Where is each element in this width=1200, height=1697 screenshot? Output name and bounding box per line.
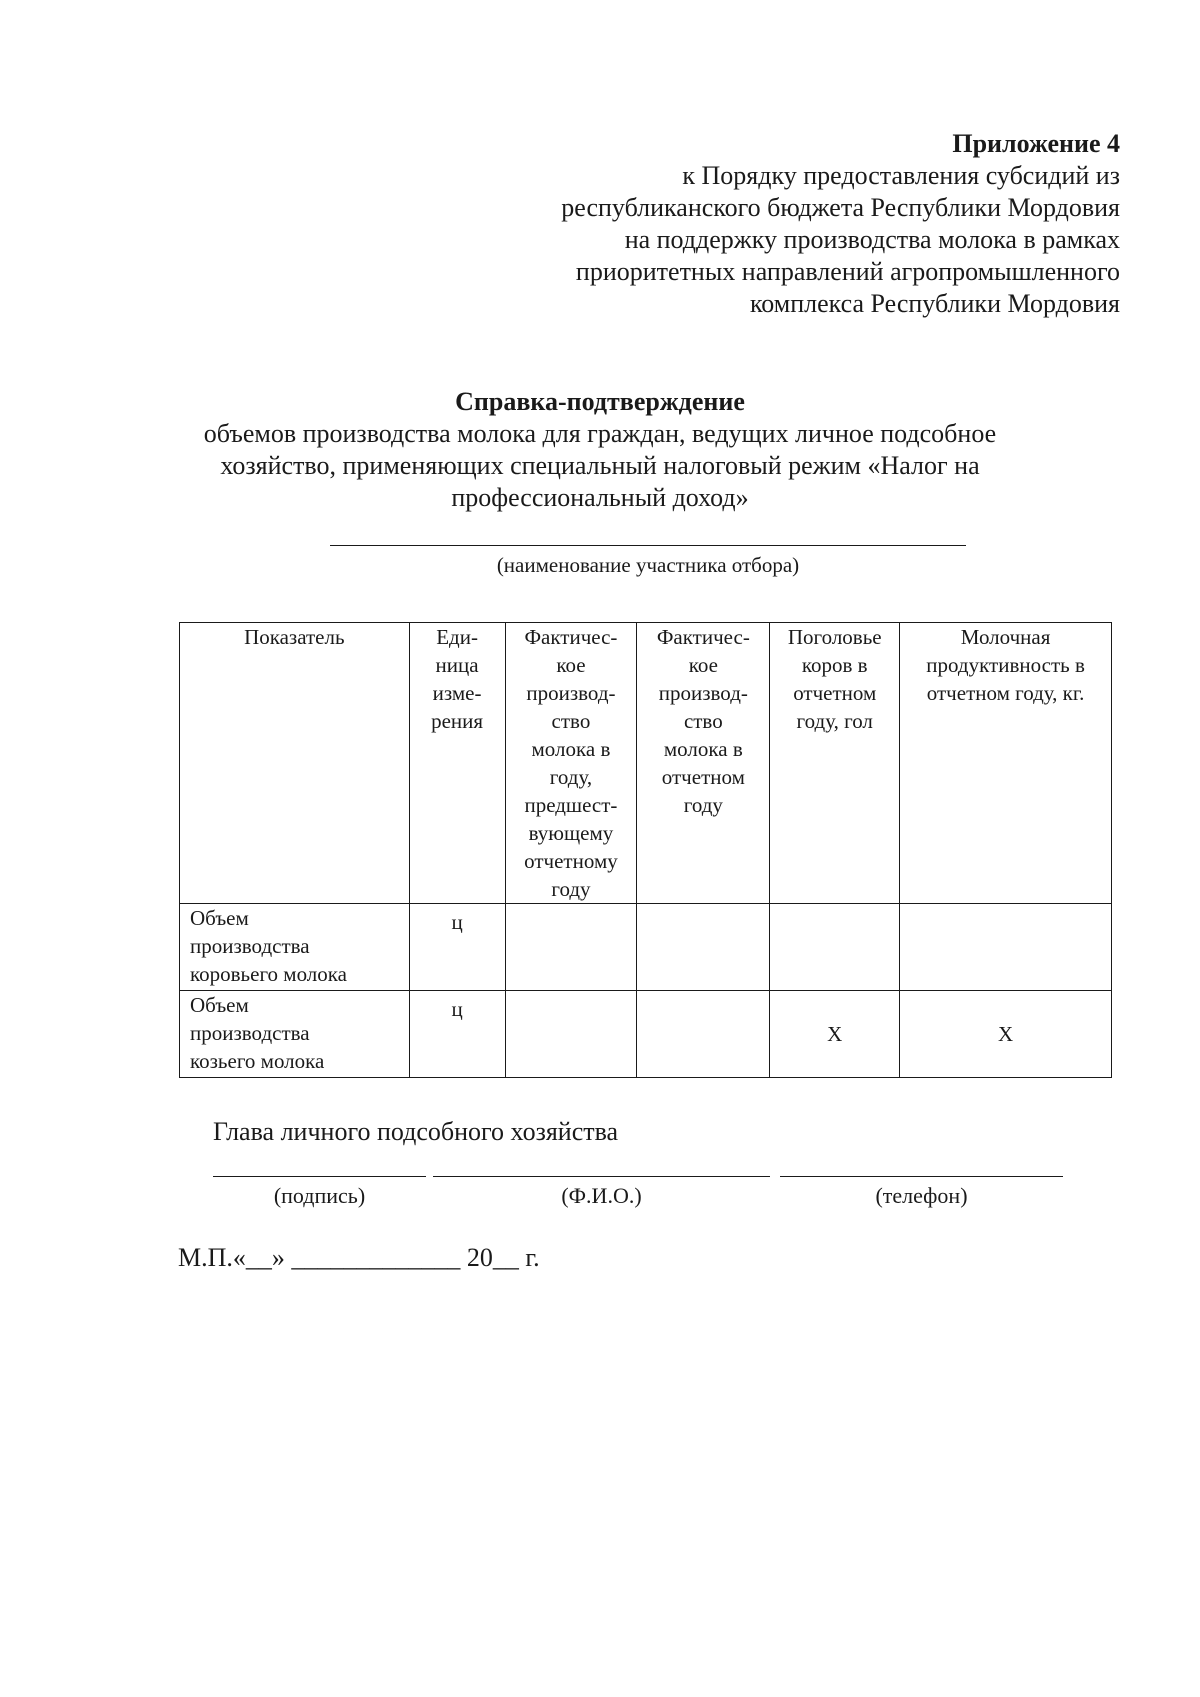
- full-name-line[interactable]: [433, 1176, 770, 1177]
- phone-caption: (телефон): [875, 1183, 968, 1208]
- report-table: [179, 622, 1112, 1078]
- appendix-line: на поддержку производства молока в рамках: [624, 225, 1120, 254]
- row-unit: ц: [409, 904, 505, 991]
- header-indicator: [180, 623, 410, 904]
- cell-production-previous-year[interactable]: [505, 991, 637, 1078]
- header-milk-productivity: [900, 623, 1112, 904]
- document-subtitle-line: хозяйство, применяющих специальный налоговый режим «Налог на: [220, 451, 980, 480]
- cell-cow-headcount[interactable]: [770, 904, 900, 991]
- header-text: Молочная продуктивность в отчетном году, кг.: [926, 625, 1085, 705]
- document-subtitle-line: профессиональный доход»: [451, 483, 749, 512]
- signature-title: Глава личного подсобного хозяйства: [213, 1117, 619, 1146]
- document-title: Справка-подтверждение: [455, 387, 745, 416]
- header-text: Поголовье коров в отчетном году, гол: [787, 625, 882, 733]
- appendix-line: приоритетных направлений агропромышленного: [575, 257, 1120, 286]
- cell-production-previous-year[interactable]: [505, 904, 637, 991]
- signature-line[interactable]: [213, 1176, 426, 1177]
- appendix-title: Приложение 4: [952, 129, 1120, 158]
- header-text: Показатель: [244, 625, 345, 649]
- header-unit: [409, 623, 505, 904]
- row-label: [180, 904, 410, 991]
- table-row: [180, 904, 1112, 991]
- phone-line[interactable]: [780, 1176, 1063, 1177]
- appendix-line: к Порядку предоставления субсидий из: [682, 161, 1120, 190]
- header-cow-headcount: [770, 623, 900, 904]
- table-row: [180, 991, 1112, 1078]
- header-production-previous-year: [505, 623, 637, 904]
- appendix-block: [561, 128, 1120, 320]
- full-name-caption: (Ф.И.О.): [561, 1183, 642, 1208]
- cell-milk-productivity: X: [900, 991, 1112, 1078]
- document-heading: [200, 386, 1000, 514]
- cell-milk-productivity[interactable]: [900, 904, 1112, 991]
- document-subtitle-line: объемов производства молока для граждан, ведущих личное подсобное: [203, 419, 997, 448]
- header-text: Фактичес- кое производ- ство молока в году, предшест- вующему отчетному году: [524, 625, 618, 901]
- row-label-text: Объем производства коровьего молока: [190, 906, 347, 986]
- cell-cow-headcount: X: [770, 991, 900, 1078]
- participant-caption: (наименование участника отбора): [496, 553, 800, 577]
- row-label-text: Объем производства козьего молока: [190, 993, 325, 1073]
- header-text: Фактичес- кое производ- ство молока в отчетном году: [656, 625, 750, 817]
- header-production-reporting-year: [637, 623, 770, 904]
- appendix-line: комплекса Республики Мордовия: [749, 289, 1120, 318]
- cell-production-reporting-year[interactable]: [637, 904, 770, 991]
- participant-name-field[interactable]: [330, 545, 966, 546]
- appendix-line: республиканского бюджета Республики Мордовия: [561, 193, 1120, 222]
- cell-production-reporting-year[interactable]: [637, 991, 770, 1078]
- stamp-date-line: М.П.«__» _____________ 20__ г.: [178, 1243, 540, 1272]
- row-label: [180, 991, 410, 1078]
- signature-caption: (подпись): [273, 1183, 366, 1208]
- header-text: Еди- ница изме- рения: [431, 625, 484, 733]
- table-header-row: [180, 623, 1112, 904]
- row-unit: ц: [409, 991, 505, 1078]
